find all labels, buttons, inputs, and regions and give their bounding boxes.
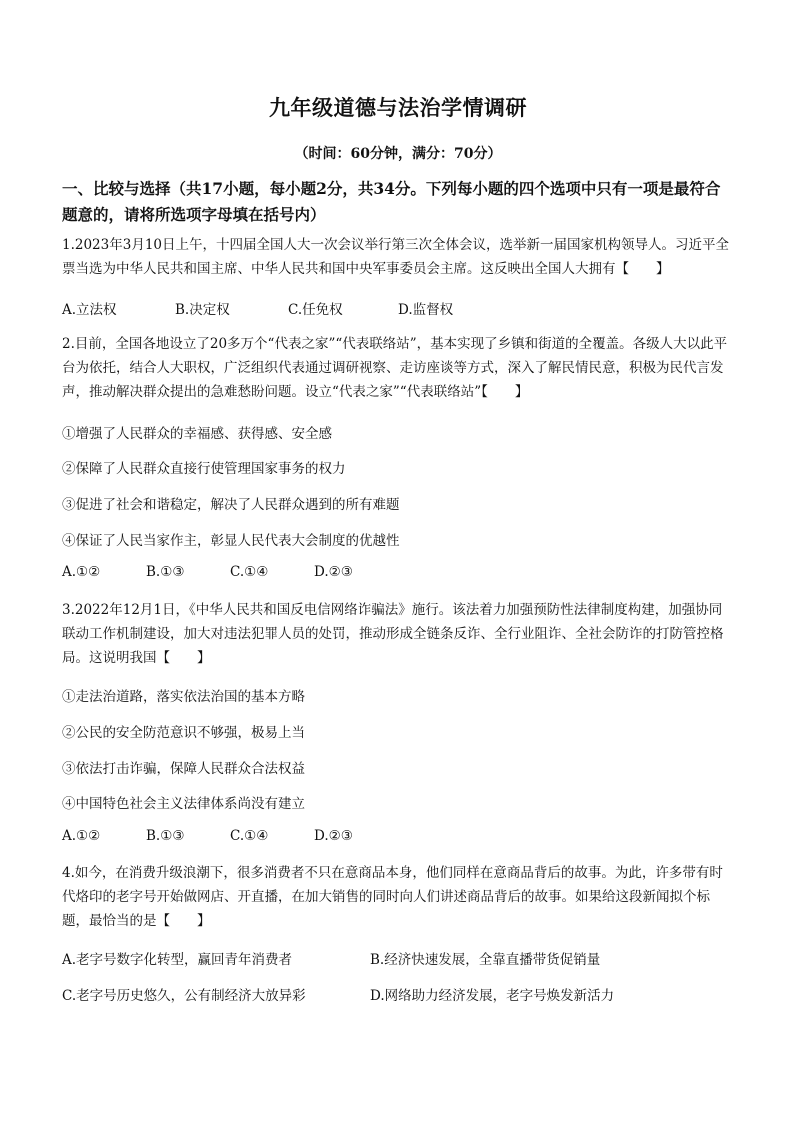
question-1-option-c: C.任免权 (288, 302, 343, 318)
question-2-option-c: C.①④ (230, 564, 269, 580)
question-3-option-d: D.②③ (314, 828, 353, 844)
question-3-statement-1: ①走法治道路，落实依法治国的基本方略 (62, 689, 305, 705)
page-title: 九年级道德与法治学情调研 (269, 95, 527, 120)
question-1-option-b: B.决定权 (175, 302, 230, 318)
question-4-option-b: B.经济快速发展，全靠直播带货促销量 (370, 952, 601, 968)
question-2-option-b: B.①③ (146, 564, 185, 580)
question-4-option-d: D.网络助力经济发展，老字号焕发新活力 (370, 988, 615, 1004)
question-3-option-b: B.①③ (146, 828, 185, 844)
question-1-option-d: D.监督权 (398, 302, 454, 318)
question-2-option-d: D.②③ (314, 564, 353, 580)
question-3-statement-4: ④中国特色社会主义法律体系尚没有建立 (62, 796, 305, 812)
question-4-stem: 4.如今，在消费升级浪潮下，很多消费者不只在意商品本身，他们同样在意商品背后的故事。为此，许多带有时代烙印的老字号开始做网店、开直播，在加大销售的同时向人们讲述商品背后的故事。如果给这段新闻拟个标题，最恰当的是【 】 (62, 865, 723, 929)
question-2-statement-4: ④保证了人民当家作主，彰显人民代表大会制度的优越性 (62, 533, 400, 549)
exam-info: （时间：60分钟，满分：70分） (294, 146, 502, 162)
question-2-statement-3: ③促进了社会和谐稳定，解决了人民群众遇到的所有难题 (62, 497, 400, 513)
question-1-option-a: A.立法权 (62, 302, 117, 318)
question-1-stem: 1.2023年3月10日上午，十四届全国人大一次会议举行第三次全体会议，选举新一届国家机构领导人。习近平全票当选为中华人民共和国主席、中华人民共和国中央军事委员会主席。这反映出全国人大拥有【 】 (62, 237, 730, 277)
question-2-option-a: A.①② (62, 564, 101, 580)
question-4-option-c: C.老字号历史悠久，公有制经济大放异彩 (62, 988, 306, 1004)
question-3-stem: 3.2022年12月1日，《中华人民共和国反电信网络诈骗法》施行。该法着力加强预防性法律制度构建，加强协同联动工作机制建设，加大对违法犯罪人员的处罚，推动形成全链条反诈、全行业阻诈、全社会防诈的打防管控格局。这说明我国【 】 (62, 602, 724, 666)
question-2-stem: 2.目前，全国各地设立了20多万个“代表之家”“代表联络站”，基本实现了乡镇和街道的全覆盖。各级人大以此平台为依托，结合人大职权，广泛组织代表通过调研视察、走访座谈等方式，深入了解民情民意，积极为民代言发声，推动解决群众提出的急难愁盼问题。设立“代表之家”“代表联络站”【 】 (62, 336, 728, 400)
question-3-option-a: A.①② (62, 828, 101, 844)
question-2-statement-1: ①增强了人民群众的幸福感、获得感、安全感 (62, 426, 332, 442)
question-4-option-a: A.老字号数字化转型，赢回青年消费者 (62, 952, 293, 968)
question-3-statement-3: ③依法打击诈骗，保障人民群众合法权益 (62, 761, 305, 777)
section-heading: 一、比较与选择（共17小题，每小题2分，共34分。下列每小题的四个选项中只有一项是最符合题意的，请将所选项字母填在括号内） (62, 179, 721, 224)
question-2-statement-2: ②保障了人民群众直接行使管理国家事务的权力 (62, 461, 346, 477)
question-3-option-c: C.①④ (230, 828, 269, 844)
question-3-statement-2: ②公民的安全防范意识不够强，极易上当 (62, 725, 305, 741)
